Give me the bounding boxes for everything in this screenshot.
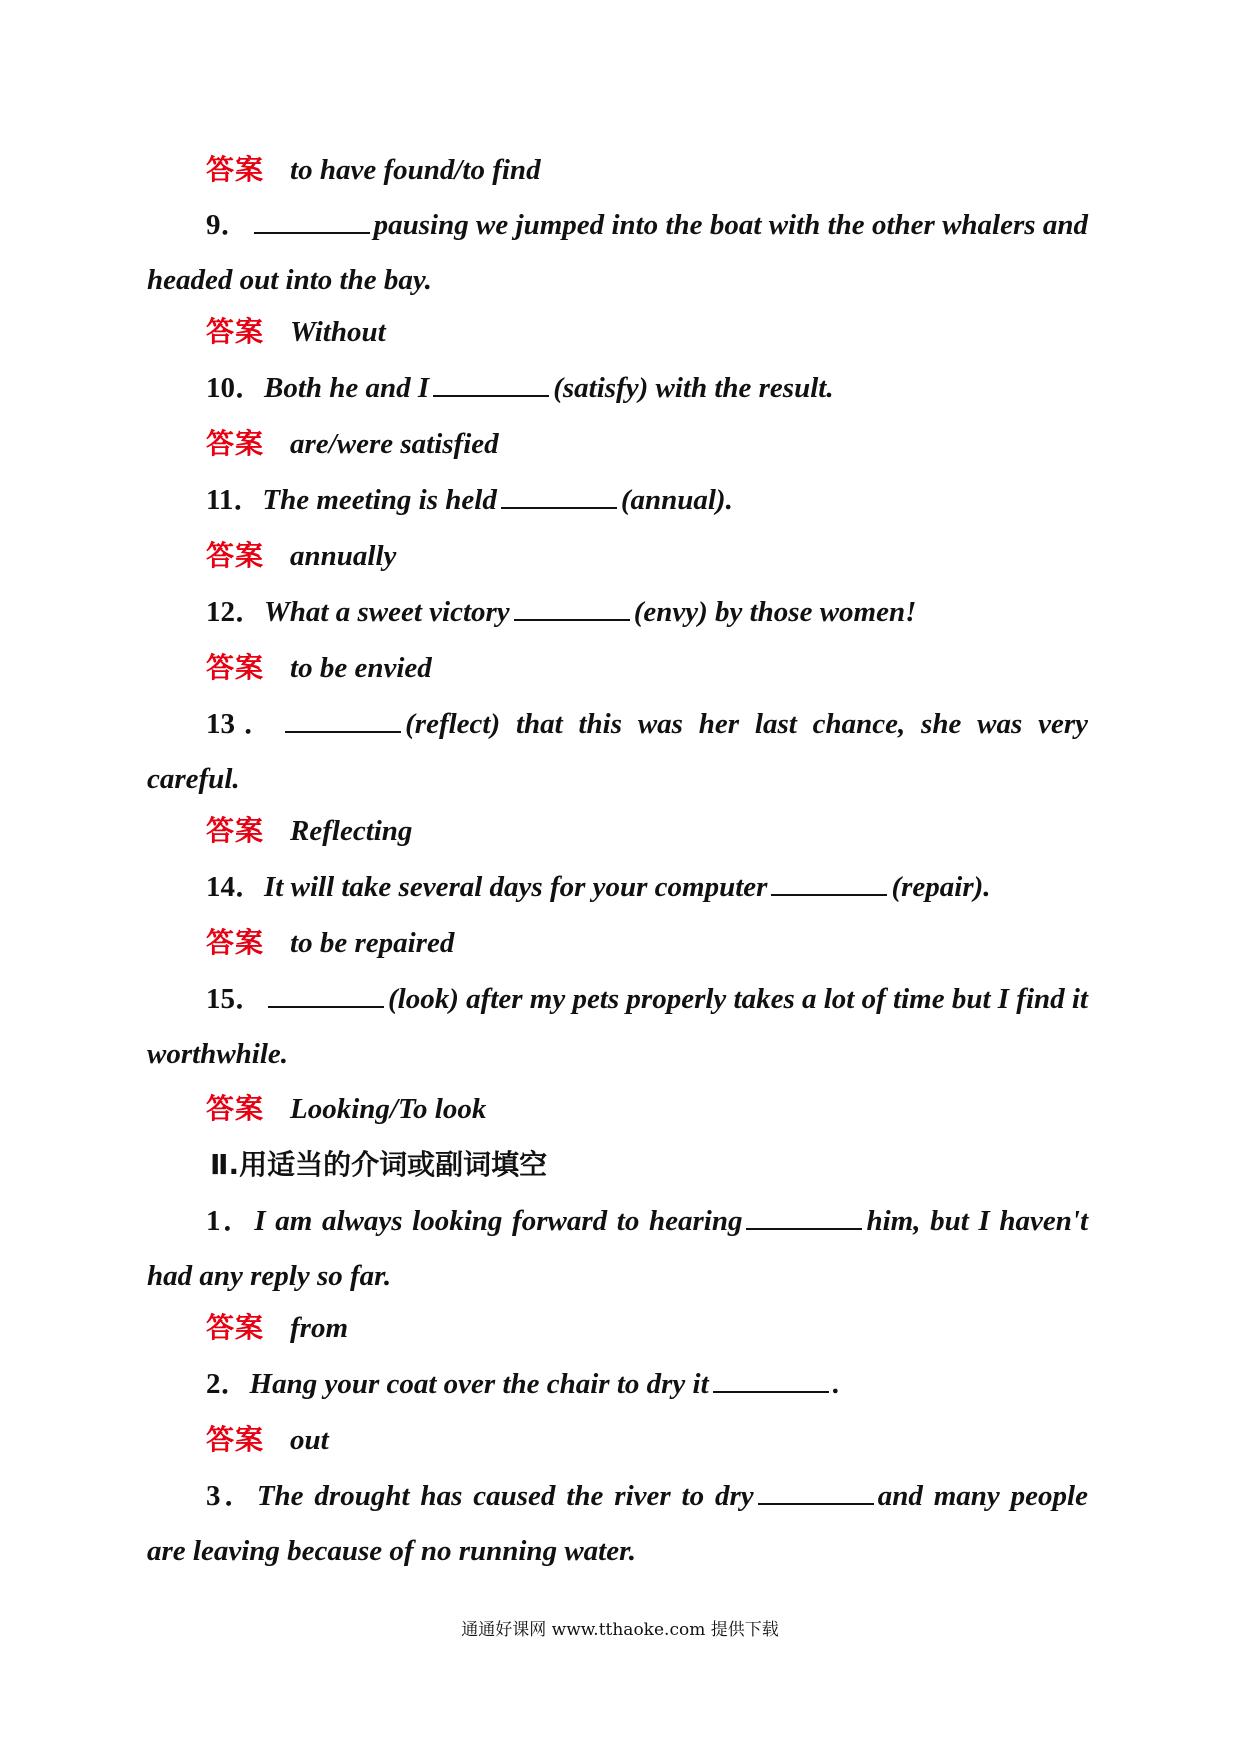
answer-line: [206, 1091, 1240, 1127]
question-text: (reflect) that this was her last chance, she was very: [405, 708, 1088, 740]
answer-line: [206, 538, 1240, 574]
answer-blank: [758, 1481, 874, 1505]
question-12: [206, 594, 1240, 630]
answer-label: 答案: [206, 427, 265, 460]
answer-blank: [514, 597, 630, 621]
answer-text: to be envied: [290, 652, 432, 684]
answer-line: [206, 152, 1240, 188]
question-text: headed out into the bay.: [147, 264, 432, 296]
question-11: [206, 482, 1240, 518]
answer-label: 答案: [206, 539, 265, 572]
answer-blank: [746, 1206, 862, 1230]
question-text: (satisfy) with the result.: [553, 372, 834, 404]
question-number: 11．: [206, 484, 263, 516]
question-text: had any reply so far.: [147, 1260, 392, 1292]
question-number: 14．: [206, 871, 265, 903]
question-9-line1: [206, 207, 1088, 243]
question-text: (annual).: [620, 484, 733, 516]
question-14: [206, 869, 1240, 905]
question-number: 9．: [206, 209, 250, 241]
question-text: careful.: [147, 763, 240, 795]
answer-text: Looking/To look: [290, 1093, 487, 1125]
answer-label: 答案: [206, 651, 265, 684]
question-text: Hang your coat over the chair to dry it: [249, 1368, 709, 1400]
answer-text: Reflecting: [290, 815, 413, 847]
question-text: The meeting is held: [262, 484, 497, 516]
answer-blank: [501, 485, 617, 509]
question-text: What a sweet victory: [264, 596, 510, 628]
answer-label: 答案: [206, 153, 265, 186]
question-text: him, but I haven't: [866, 1205, 1088, 1237]
question-text: .: [832, 1368, 840, 1400]
question-15-line1: [206, 981, 1088, 1017]
answer-blank: [713, 1369, 829, 1393]
question-text: The drought has caused the river to dry: [256, 1480, 754, 1512]
question-text: and many people: [877, 1480, 1088, 1512]
question-number: 12．: [206, 596, 265, 628]
answer-line: [206, 925, 1240, 961]
question-number: 2．: [206, 1368, 250, 1400]
question-text: worthwhile.: [147, 1038, 289, 1070]
answer-blank: [254, 210, 370, 234]
answer-text: annually: [290, 540, 397, 572]
question-13-line2: [147, 761, 1240, 797]
answer-text: from: [290, 1312, 349, 1344]
answer-blank: [771, 872, 887, 896]
question-text: are leaving because of no running water.: [147, 1535, 637, 1567]
section2-question-2: [206, 1366, 1240, 1402]
answer-text: to be repaired: [290, 927, 455, 959]
answer-line: [206, 1422, 1240, 1458]
answer-label: 答案: [206, 1311, 265, 1344]
question-text: pausing we jumped into the boat with the other whalers and: [373, 209, 1088, 241]
question-number: 1．: [206, 1205, 255, 1237]
answer-blank: [285, 709, 401, 733]
section2-question-3-line2: [147, 1533, 1240, 1569]
answer-label: 答案: [206, 315, 265, 348]
section2-question-1-line1: [206, 1203, 1088, 1239]
answer-line: [206, 813, 1240, 849]
question-text: It will take several days for your computer: [264, 871, 768, 903]
question-9-line2: [147, 262, 1240, 298]
question-text: I am always looking forward to hearing: [254, 1205, 743, 1237]
question-13-line1: [206, 706, 1088, 742]
answer-line: [206, 314, 1240, 350]
answer-line: [206, 1310, 1240, 1346]
answer-blank: [433, 373, 549, 397]
question-number: 10．: [206, 372, 265, 404]
answer-text: are/were satisfied: [290, 428, 499, 460]
question-number: 3．: [206, 1480, 257, 1512]
question-text: (look) after my pets properly takes a lot of time but I find it: [388, 983, 1088, 1015]
question-text: (envy) by those women!: [633, 596, 917, 628]
answer-label: 答案: [206, 814, 265, 847]
answer-blank: [268, 984, 384, 1008]
answer-text: out: [290, 1424, 329, 1456]
question-number: 15．: [206, 983, 265, 1015]
question-10: [206, 370, 1240, 406]
section2-question-1-line2: [147, 1258, 1240, 1294]
answer-label: 答案: [206, 1423, 265, 1456]
answer-line: [206, 426, 1240, 462]
answer-text: Without: [290, 316, 386, 348]
answer-label: 答案: [206, 926, 265, 959]
page-footer: 通通好课网 www.tthaoke.com 提供下载: [461, 1620, 779, 1640]
question-text: Both he and I: [264, 372, 430, 404]
answer-line: [206, 650, 1240, 686]
question-number: 13．: [206, 708, 282, 740]
section-heading: Ⅱ.用适当的介词或副词填空: [210, 1148, 548, 1181]
question-text: (repair).: [891, 871, 991, 903]
answer-label: 答案: [206, 1092, 265, 1125]
question-15-line2: [147, 1036, 1240, 1072]
answer-text: to have found/to find: [290, 154, 541, 186]
section2-question-3-line1: [206, 1478, 1088, 1514]
